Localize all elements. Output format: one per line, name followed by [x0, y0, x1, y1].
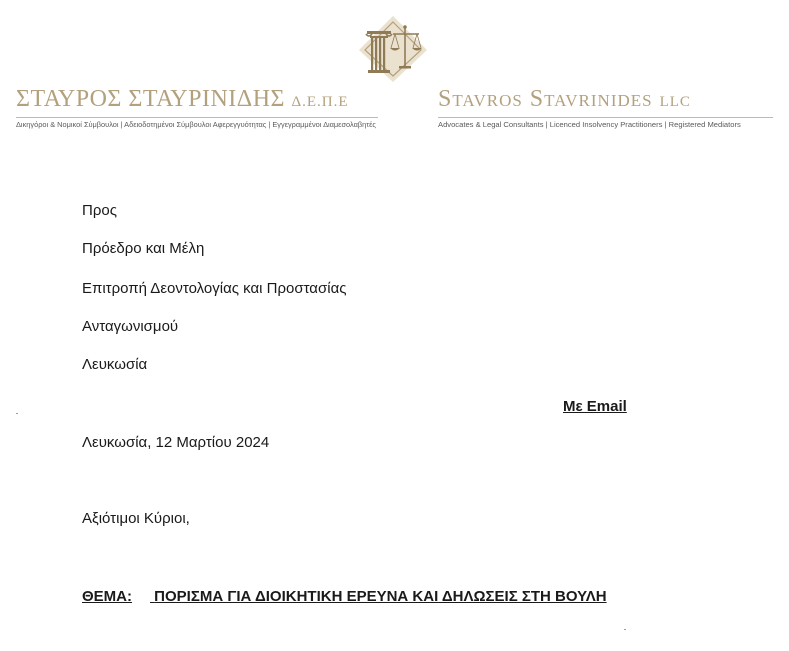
firm-suffix-greek: Δ.Ε.Π.Ε [291, 94, 349, 110]
firm-tagline-english: Advocates & Legal Consultants | Licenced Insolvency Practitioners | Registered Mediators [438, 120, 741, 129]
letterhead-rule-greek [16, 117, 378, 118]
pillar-and-scales-icon [357, 14, 429, 84]
salutation: Αξιότιμοι Κύριοι, [82, 510, 190, 527]
recipient-line-4: Ανταγωνισμού [82, 318, 179, 335]
subject-line [82, 588, 607, 605]
firm-name-greek-text: ΣΤΑΥΡΟΣ ΣΤΑΥΡΙΝΙΔΗΣ [16, 86, 285, 112]
firm-name-english-block [438, 86, 773, 130]
scan-speck [624, 629, 626, 630]
firm-name-english [438, 86, 773, 115]
firm-suffix-english: LLC [659, 94, 691, 110]
scan-speck [16, 413, 18, 414]
delivery-method: Με Email [563, 398, 627, 415]
date-line: Λευκωσία, 12 Μαρτίου 2024 [82, 434, 270, 451]
recipient-line-2: Πρόεδρο και Μέλη [82, 240, 205, 257]
firm-name-english-text: Stavros Stavrinides [438, 86, 653, 112]
firm-name-greek [16, 86, 378, 115]
letterhead-rule-english [438, 117, 773, 118]
firm-tagline-greek: Δικηγόροι & Νομικοί Σύμβουλοι | Αδειοδοτημένοι Σύμβουλοι Αφερεγγυότητας | Εγγεγραμμένοι Διαμεσολαβητές [16, 120, 376, 129]
recipient-line-3: Επιτροπή Δεοντολογίας και Προστασίας [82, 280, 347, 297]
firm-name-greek-block [16, 86, 378, 130]
subject-label: ΘΕΜΑ: [82, 588, 132, 605]
subject-text: ΠΟΡΙΣΜΑ ΓΙΑ ΔΙΟΙΚΗΤΙΚΗ ΕΡΕΥΝΑ ΚΑΙ ΔΗΛΩΣΕΙΣ ΣΤΗ ΒΟΥΛΗ [154, 588, 607, 605]
recipient-line-1: Προς [82, 202, 117, 219]
recipient-line-5: Λευκωσία [82, 356, 148, 373]
